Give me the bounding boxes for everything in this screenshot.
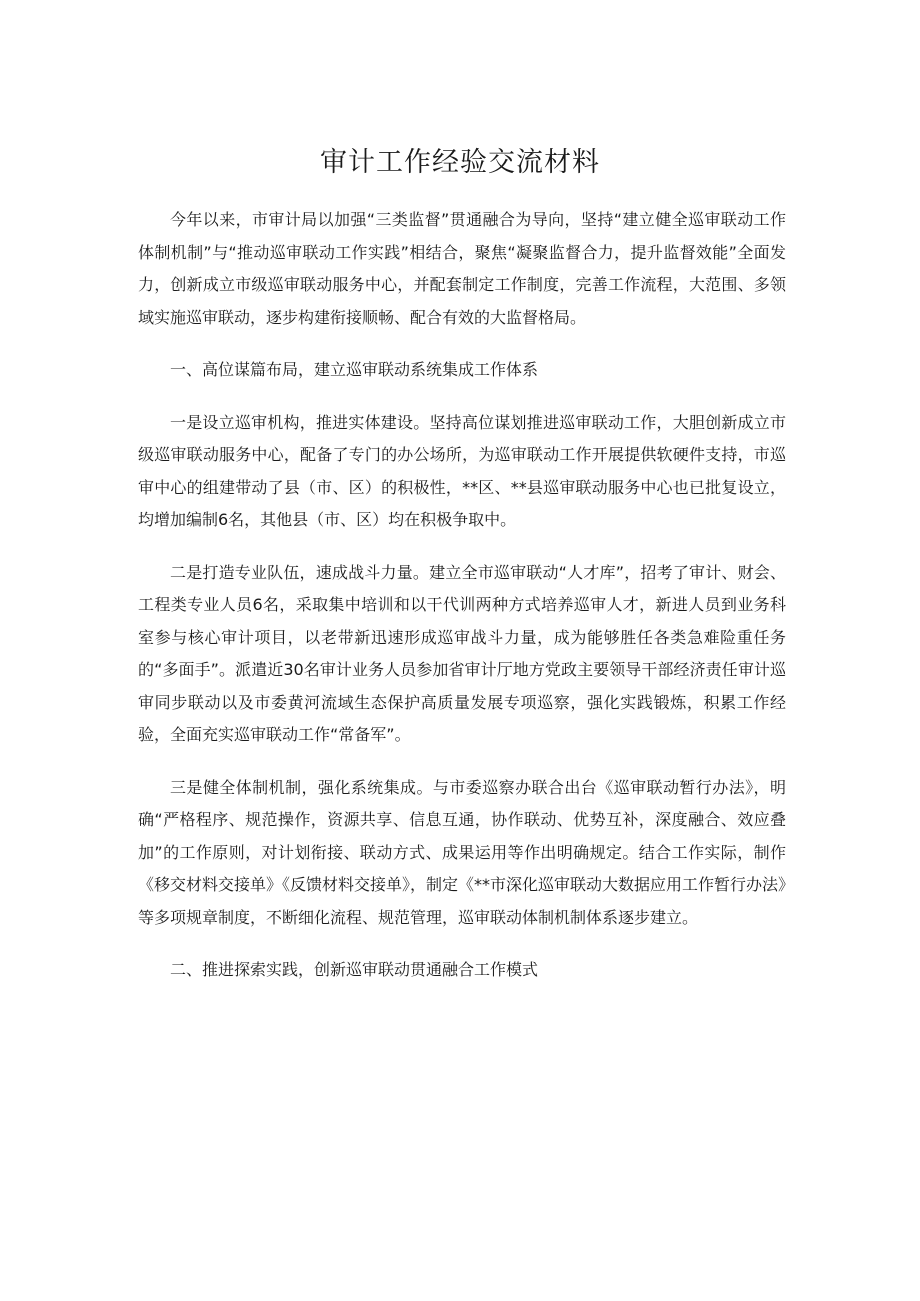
paragraph-institution: 一是设立巡审机构，推进实体建设。坚持高位谋划推进巡审联动工作，大胆创新成立市级巡审联动服务中心，配备了专门的办公场所，为巡审联动工作开展提供软硬件支持，市巡审中心的组建带动了县（市、区）的积极性，**区、**县巡审联动服务中心也已批复设立，均增加编制6名，其他县（市、区）均在积极争取中。 bbox=[138, 412, 786, 529]
document-body bbox=[138, 204, 786, 1007]
document-title: 审计工作经验交流材料 bbox=[320, 147, 600, 178]
paragraph-mechanism: 三是健全体制机制，强化系统集成。与市委巡察办联合出台《巡审联动暂行办法》，明确“严格程序、规范操作，资源共享、信息互通，协作联动、优势互补，深度融合、效应叠加”的工作原则，对计划衔接、联动方式、成果运用等作出明确规定。结合工作实际，制作《移交材料交接单》《反馈材料交接单》，制定《**市深化巡审联动大数据应用工作暂行办法》等多项规章制度，不断细化流程、规范管理，巡审联动体制机制体系逐步建立。 bbox=[138, 777, 787, 927]
section-heading-2: 二、推进探索实践，创新巡审联动贯通融合工作模式 bbox=[170, 960, 539, 979]
intro-paragraph: 今年以来，市审计局以加强“三类监督”贯通融合为导向，坚持“建立健全巡审联动工作体制机制”与“推动巡审联动工作实践”相结合，聚焦“凝聚监督合力，提升监督效能”全面发力，创新成立市级巡审联动服务中心，并配套制定工作制度，完善工作流程，大范围、多领域实施巡审联动，逐步构建衔接顺畅、配合有效的大监督格局。 bbox=[138, 210, 786, 327]
section-heading-1: 一、高位谋篇布局，建立巡审联动系统集成工作体系 bbox=[170, 360, 539, 379]
paragraph-team: 二是打造专业队伍，速成战斗力量。建立全市巡审联动“人才库”，招考了审计、财会、工程类专业人员6名，采取集中培训和以干代训两种方式培养巡审人才，新进人员到业务科室参与核心审计项目，以老带新迅速形成巡审战斗力量，成为能够胜任各类急难险重任务的“多面手”。派遣近30名审计业务人员参加省审计厅地方党政主要领导干部经济责任审计巡审同步联动以及市委黄河流域生态保护高质量发展专项巡察，强化实践锻炼，积累工作经验，全面充实巡审联动工作“常备军”。 bbox=[138, 562, 786, 744]
